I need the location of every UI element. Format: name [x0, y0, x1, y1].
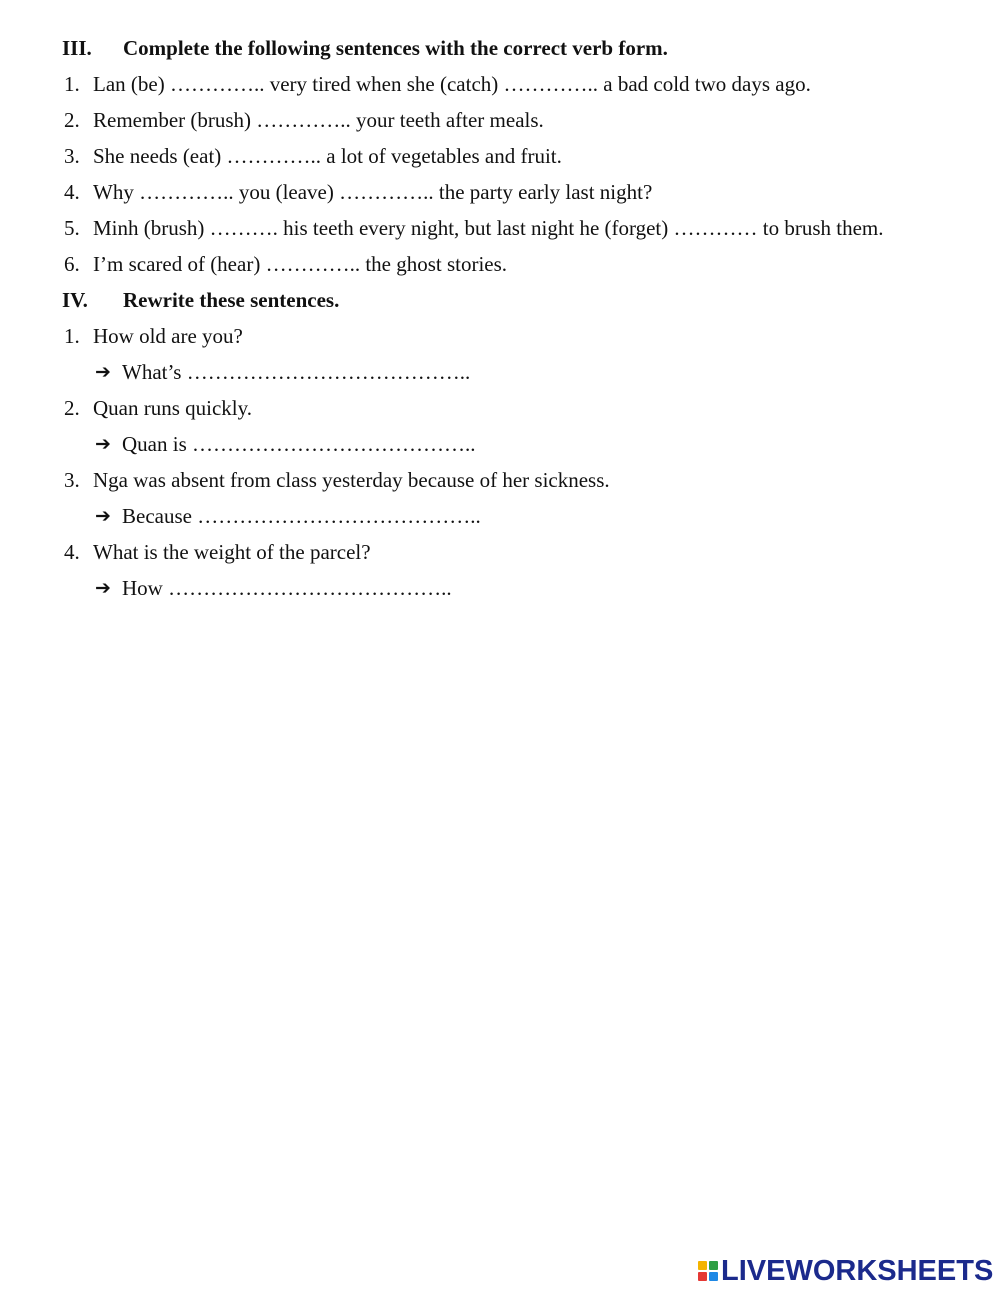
question-number: 1. — [64, 324, 80, 348]
section-4-roman: IV. — [62, 288, 88, 312]
section-3-title: Complete the following sentences with the correct verb form. — [123, 36, 668, 60]
question-number: 1. — [64, 72, 80, 96]
logo-square-v — [698, 1272, 707, 1281]
question-text: She needs (eat) ………….. a lot of vegetables and fruit. — [93, 144, 562, 168]
answer-prompt: How ………………………………….. — [122, 576, 452, 600]
question-number: 5. — [64, 216, 80, 240]
question-number: 3. — [64, 144, 80, 168]
answer-prompt: Quan is ………………………………….. — [122, 432, 476, 456]
section-4-title: Rewrite these sentences. — [123, 288, 340, 312]
question-number: 4. — [64, 180, 80, 204]
question-number: 2. — [64, 108, 80, 132]
liveworksheets-logo[interactable] — [698, 1256, 993, 1286]
liveworksheets-logo-text: LIVEWORKSHEETS — [721, 1254, 994, 1287]
section-4-heading — [62, 287, 462, 313]
right-arrow-icon: ➔ — [95, 433, 111, 455]
question-text: What is the weight of the parcel? — [93, 540, 371, 564]
logo-square-i — [709, 1261, 718, 1270]
question-text: Minh (brush) ………. his teeth every night, but last night he (forget) ………… to brush them. — [93, 216, 884, 240]
question-number: 2. — [64, 396, 80, 420]
logo-square-l — [698, 1261, 707, 1270]
answer-prompt: Because ………………………………….. — [122, 504, 481, 528]
question-text: Quan runs quickly. — [93, 396, 253, 420]
right-arrow-icon: ➔ — [95, 577, 111, 599]
question-number: 4. — [64, 540, 80, 564]
question-number: 6. — [64, 252, 80, 276]
section-3-roman: III. — [62, 36, 92, 60]
right-arrow-icon: ➔ — [95, 361, 111, 383]
question-text: Nga was absent from class yesterday because of her sickness. — [93, 468, 610, 492]
right-arrow-icon: ➔ — [95, 505, 111, 527]
liveworksheets-logo-icon — [698, 1261, 718, 1281]
question-text: How old are you? — [93, 324, 243, 348]
logo-square-e — [709, 1272, 718, 1281]
question-text: I’m scared of (hear) ………….. the ghost stories. — [93, 252, 508, 276]
section-3-heading — [62, 35, 762, 61]
answer-prompt: What’s ………………………………….. — [122, 360, 471, 384]
question-text: Why ………….. you (leave) ………….. the party early last night? — [93, 180, 653, 204]
question-text: Remember (brush) ………….. your teeth after meals. — [93, 108, 544, 132]
question-text: Lan (be) ………….. very tired when she (catch) ………….. a bad cold two days ago. — [93, 72, 811, 96]
question-number: 3. — [64, 468, 80, 492]
